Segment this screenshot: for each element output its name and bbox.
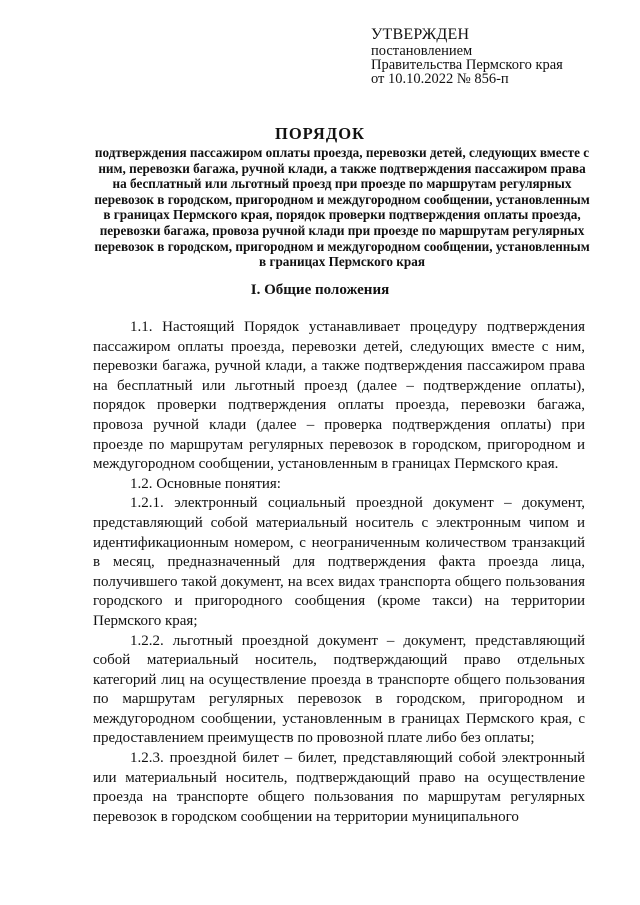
approval-stamp <box>371 26 611 86</box>
paragraph-1-2-1: 1.2.1. электронный социальный проездной документ – документ, представляющий собой материальный носитель с электронным чипом и идентификационным номером, с неограниченным количеством транзакций в месяц, предназначенный для подтверждения факта проезда лица, получившего такой документ, на всех видах транспорта общего пользования городского и пригородного сообщения (кроме такси) на территории Пермского края; <box>93 495 585 629</box>
paragraph-1-2: 1.2. Основные понятия: <box>130 475 281 492</box>
paragraph-1-2-3: 1.2.3. проездной билет – билет, представляющий собой электронный или материальный носитель, подтверждающий право на осуществление проезда на транспорте общего пользования по маршрутам регулярных перевозок в городском сообщении на территории муниципального <box>93 750 585 825</box>
section-heading: I. Общие положения <box>250 282 390 298</box>
document-subtitle: подтверждения пассажиром оплаты проезда, перевозки детей, следующих вместе с ним, перевозки багажа, ручной клади, а также подтверждения пассажиром права на бесплатный или льготный проезд при проезде по маршрутам регулярных перевозок в городском, пригородном и междугородном сообщении, установленным в границах Пермского края, порядок проверки подтверждения оплаты проезда, перевозки багажа, провоза ручной клади при проезде по маршрутам регулярных перевозок в городском, пригородном и междугородном сообщении, установленным в границах Пермского края <box>94 145 590 270</box>
document-title: ПОРЯДОК <box>275 124 365 143</box>
document-body <box>93 318 585 827</box>
paragraph-1-1: 1.1. Настоящий Порядок устанавливает процедуру подтверждения пассажиром оплаты проезда, перевозки детей, следующих вместе с ним, перевозки багажа, ручной клади, а также подтверждения пассажиром права на бесплатный или льготный проезд (далее – подтверждение оплаты), порядок проверки подтверждения оплаты проезда, перевозки багажа, провоза ручной клади (далее – проверка подтверждения оплаты) при проезде по маршрутам регулярных перевозок в городском, пригородном и междугородном сообщении, установленным в границах Пермского края. <box>93 319 585 473</box>
approval-line-2: Правительства Пермского края <box>371 57 563 73</box>
approval-line-3: от 10.10.2022 № 856-п <box>371 71 509 87</box>
approval-line-1: постановлением <box>371 43 473 59</box>
paragraph-1-2-2: 1.2.2. льготный проездной документ – документ, представляющий собой материальный носитель, подтверждающий право отдельных категорий лиц на осуществление проезда в транспорте общего пользования по маршрутам регулярных перевозок в городском, пригородном и междугородном сообщении, установленным в границах Пермского края, с предоставлением преимуществ по провозной плате либо без оплаты; <box>93 632 585 747</box>
approval-heading: УТВЕРЖДЕН <box>371 26 470 43</box>
